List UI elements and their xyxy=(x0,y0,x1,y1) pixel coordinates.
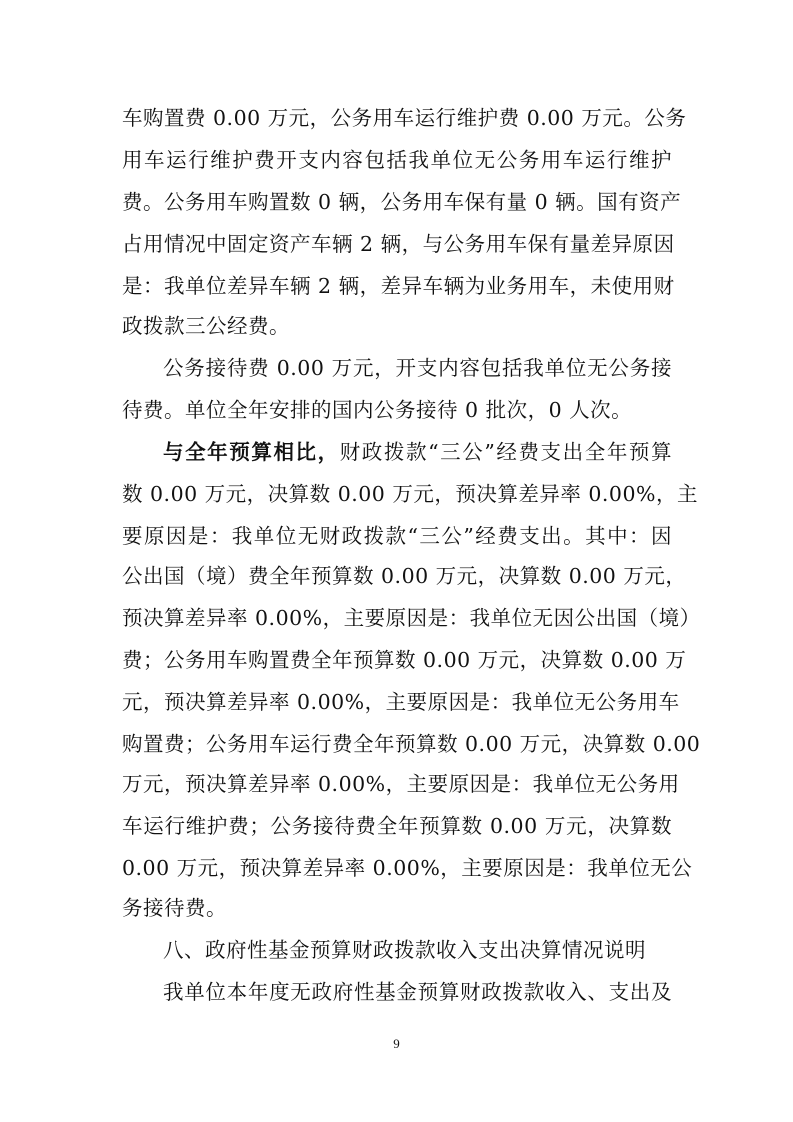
paragraph-line: 费；公务用车购置费全年预算数 0.00 万元，决算数 0.00 万 xyxy=(122,648,687,672)
paragraph-line: 是：我单位差异车辆 2 辆，差异车辆为业务用车，未使用财 xyxy=(122,274,675,298)
paragraph-line: 元，预决算差异率 0.00%，主要原因是：我单位无公务用车 xyxy=(122,690,680,714)
paragraph-line-rest: 财政拨款“三公”经费支出全年预算 xyxy=(339,440,673,464)
paragraph-line: 车购置费 0.00 万元，公务用车运行维护费 0.00 万元。公务 xyxy=(122,106,687,130)
paragraph-line: 政拨款三公经费。 xyxy=(122,314,290,338)
paragraph-line: 万元，预决算差异率 0.00%，主要原因是：我单位无公务用 xyxy=(122,772,680,796)
page-number: 9 xyxy=(393,1036,400,1051)
paragraph-line xyxy=(163,432,672,472)
paragraph-line: 占用情况中固定资产车辆 2 辆，与公务用车保有量差异原因 xyxy=(122,232,675,256)
paragraph-line: 务接待费。 xyxy=(122,896,227,920)
bold-lead-text: 与全年预算相比， xyxy=(163,440,340,464)
paragraph-line: 车运行维护费；公务接待费全年预算数 0.00 万元，决算数 xyxy=(122,814,672,838)
paragraph-line: 购置费；公务用车运行费全年预算数 0.00 万元，决算数 0.00 xyxy=(122,732,701,756)
section-heading: 八、政府性基金预算财政拨款收入支出决算情况说明 xyxy=(163,938,646,962)
paragraph-line: 待费。单位全年安排的国内公务接待 0 批次，0 人次。 xyxy=(122,398,633,422)
paragraph-line: 预决算差异率 0.00%，主要原因是：我单位无因公出国（境） xyxy=(122,606,701,630)
paragraph-line: 数 0.00 万元，决算数 0.00 万元，预决算差异率 0.00%，主 xyxy=(122,482,698,506)
paragraph-line: 我单位本年度无政府性基金预算财政拨款收入、支出及 xyxy=(163,980,672,1004)
paragraph-line: 公务接待费 0.00 万元，开支内容包括我单位无公务接 xyxy=(163,356,672,380)
paragraph-line: 用车运行维护费开支内容包括我单位无公务用车运行维护 xyxy=(122,148,672,172)
paragraph-line: 0.00 万元，预决算差异率 0.00%，主要原因是：我单位无公 xyxy=(122,856,693,880)
paragraph-line: 费。公务用车购置数 0 辆，公务用车保有量 0 辆。国有资产 xyxy=(122,190,682,214)
paragraph-line: 要原因是：我单位无财政拨款“三公”经费支出。其中：因 xyxy=(122,524,672,548)
paragraph-line: 公出国（境）费全年预算数 0.00 万元，决算数 0.00 万元， xyxy=(122,564,687,588)
